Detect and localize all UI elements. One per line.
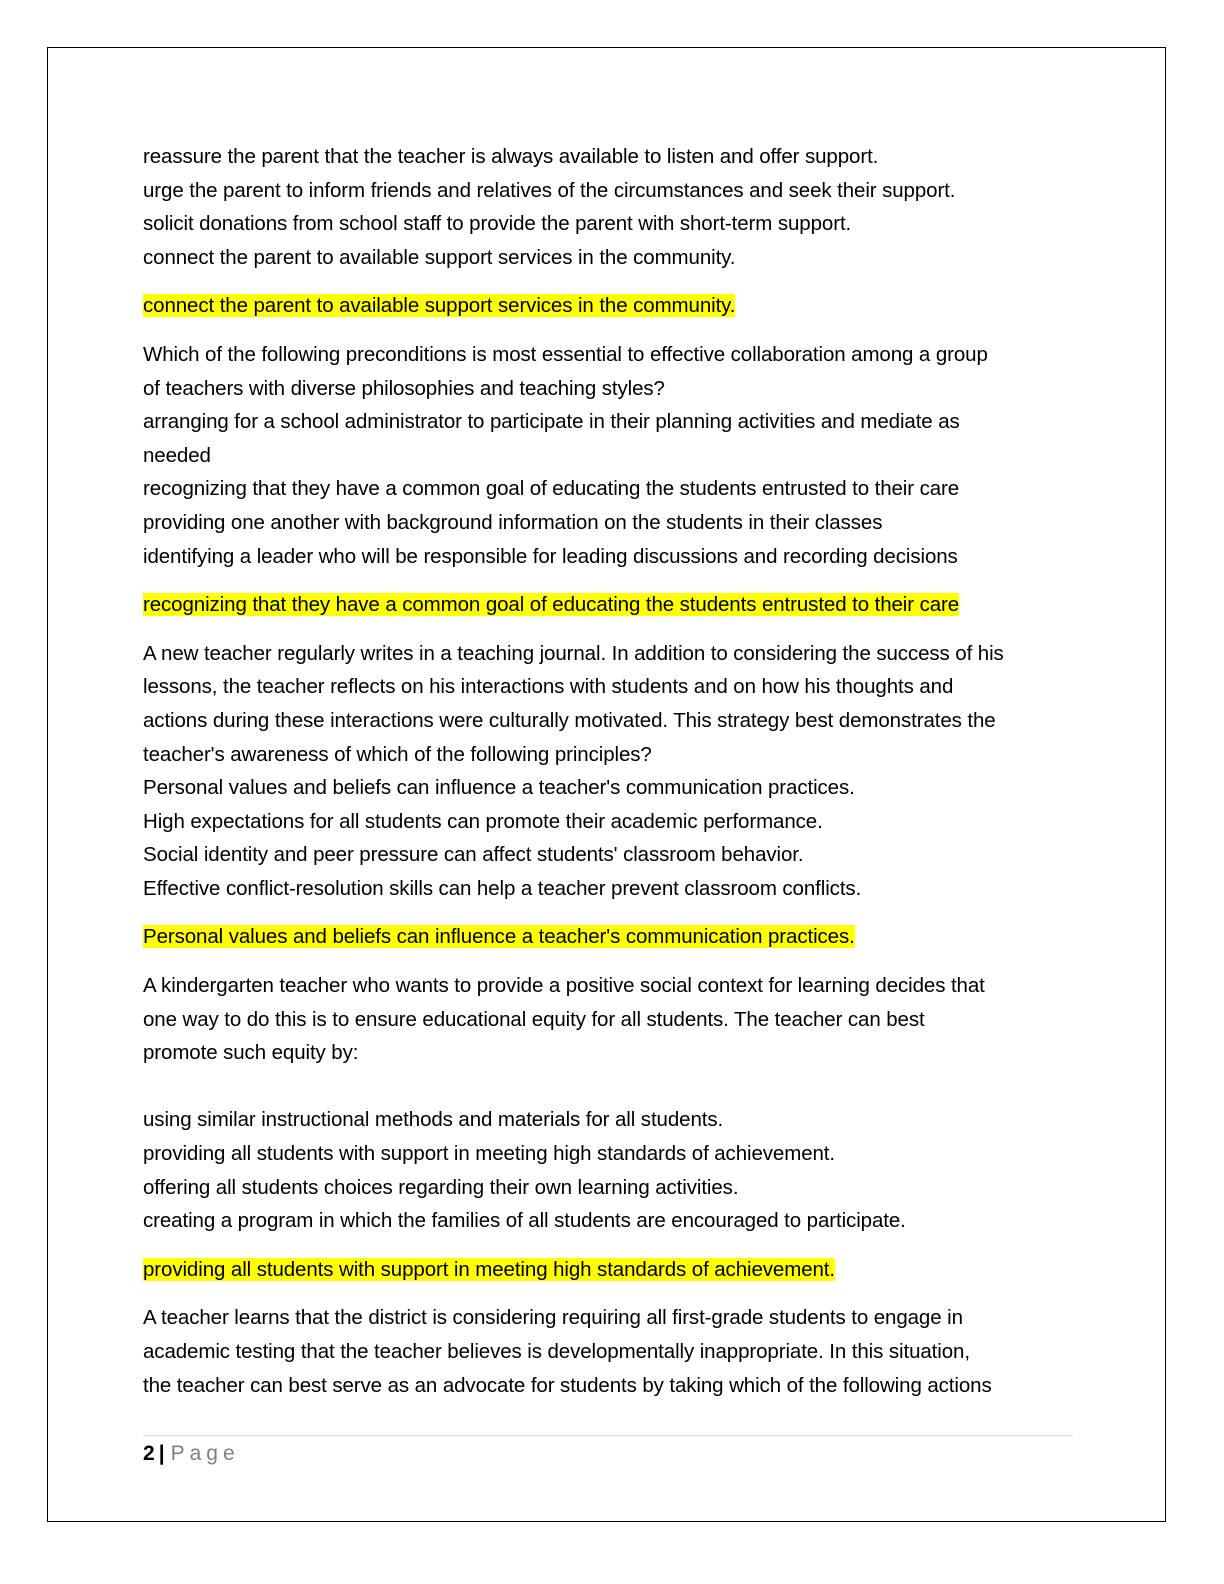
- highlighted-answer: Personal values and beliefs can influence a teacher's communication practices.: [143, 925, 855, 949]
- question-line: of teachers with diverse philosophies and teaching styles?: [143, 376, 665, 400]
- question-line: the teacher can best serve as an advocate for students by taking which of the following actions: [143, 1373, 992, 1397]
- answer-1: [143, 289, 1078, 323]
- question-line: A teacher learns that the district is considering requiring all first-grade students to engage in: [143, 1306, 963, 1330]
- document-body: [143, 140, 1078, 1402]
- highlighted-answer: recognizing that they have a common goal of educating the students entrusted to their care: [143, 593, 960, 617]
- footer-separator: |: [158, 1442, 165, 1465]
- option: High expectations for all students can promote their academic performance.: [143, 809, 823, 833]
- highlighted-answer: connect the parent to available support services in the community.: [143, 294, 736, 318]
- option: arranging for a school administrator to participate in their planning activities and mediate as: [143, 410, 960, 434]
- page-footer: [143, 1440, 240, 1468]
- question-line: teacher's awareness of which of the following principles?: [143, 742, 652, 766]
- option: urge the parent to inform friends and relatives of the circumstances and seek their support.: [143, 178, 956, 202]
- option: providing all students with support in meeting high standards of achievement.: [143, 1142, 835, 1166]
- question-line: A kindergarten teacher who wants to provide a positive social context for learning decides that: [143, 974, 985, 998]
- question-block-5: [143, 1301, 1078, 1402]
- option: connect the parent to available support services in the community.: [143, 245, 736, 269]
- question-line: academic testing that the teacher believes is developmentally inappropriate. In this situation,: [143, 1340, 970, 1363]
- question-line: one way to do this is to ensure educational equity for all students. The teacher can best: [143, 1007, 925, 1031]
- question-block-3: [143, 637, 1078, 906]
- option: needed: [143, 443, 211, 467]
- option: solicit donations from school staff to provide the parent with short-term support.: [143, 212, 852, 236]
- option: using similar instructional methods and materials for all students.: [143, 1108, 724, 1132]
- question-line: A new teacher regularly writes in a teaching journal. In addition to considering the success of his: [143, 641, 1004, 665]
- option: Personal values and beliefs can influence a teacher's communication practices.: [143, 776, 855, 800]
- option: offering all students choices regarding their own learning activities.: [143, 1175, 739, 1199]
- question-block-4: [143, 969, 1078, 1238]
- question-block-1: [143, 140, 1078, 274]
- highlighted-answer: providing all students with support in meeting high standards of achievement.: [143, 1257, 835, 1281]
- option: providing one another with background information on the students in their classes: [143, 510, 883, 534]
- question-line: lessons, the teacher reflects on his interactions with students and on how his thoughts and: [143, 675, 954, 699]
- option: Social identity and peer pressure can affect students' classroom behavior.: [143, 843, 804, 867]
- page-number: 2: [143, 1442, 155, 1465]
- option: recognizing that they have a common goal of educating the students entrusted to their care: [143, 477, 960, 501]
- question-line: promote such equity by:: [143, 1041, 359, 1065]
- answer-4: [143, 1253, 1078, 1287]
- blank-line: [143, 1070, 1078, 1104]
- option: reassure the parent that the teacher is always available to listen and offer support.: [143, 145, 879, 168]
- option: creating a program in which the families of all students are encouraged to participate.: [143, 1209, 906, 1233]
- answer-3: [143, 920, 1078, 954]
- question-line: Which of the following preconditions is most essential to effective collaboration among a group: [143, 342, 988, 366]
- question-line: actions during these interactions were culturally motivated. This strategy best demonstrates the: [143, 708, 996, 732]
- answer-2: [143, 588, 1078, 622]
- option: identifying a leader who will be responsible for leading discussions and recording decisions: [143, 544, 958, 568]
- page-label: Page: [170, 1442, 240, 1465]
- option: Effective conflict-resolution skills can help a teacher prevent classroom conflicts.: [143, 876, 862, 900]
- question-block-2: [143, 338, 1078, 573]
- footer-divider: [143, 1435, 1073, 1436]
